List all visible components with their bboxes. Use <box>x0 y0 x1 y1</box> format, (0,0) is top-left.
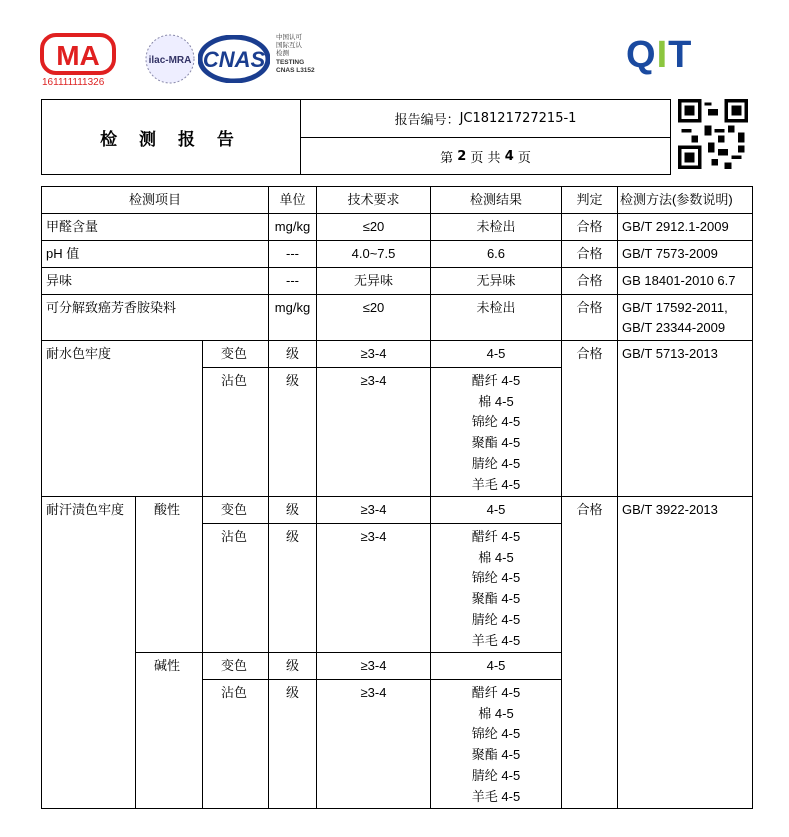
page-suffix: 页 <box>517 150 531 166</box>
page-prefix: 第 <box>440 150 454 166</box>
svg-text:ilac-MRA: ilac-MRA <box>148 55 192 66</box>
table-row <box>42 214 753 241</box>
cell-unit: --- <box>269 241 317 268</box>
stain-result: 醋纤 4-5 <box>471 529 521 544</box>
header-item: 检测项目 <box>42 187 269 214</box>
cell-requirement: 无异味 <box>317 268 431 295</box>
cell-subitem: 变色 <box>203 497 269 524</box>
stain-result: 腈纶 4-5 <box>471 455 521 471</box>
stain-result: 棉 4-5 <box>478 705 514 721</box>
stain-result: 羊毛 4-5 <box>471 476 521 492</box>
cell-subitem: 沾色 <box>203 524 269 653</box>
cell-stain-results <box>431 524 562 653</box>
cnas-line: 国际互认 <box>276 42 302 50</box>
cell-verdict: 合格 <box>562 268 618 295</box>
cell-item: 耐水色牢度 <box>42 341 203 497</box>
cell-unit: --- <box>269 268 317 295</box>
page-mid: 页 共 <box>470 150 501 166</box>
table-row <box>42 295 753 341</box>
stain-result: 棉 4-5 <box>478 393 514 409</box>
cell-unit: mg/kg <box>269 214 317 241</box>
cell-item: 耐汗渍色牢度 <box>42 497 136 809</box>
cell-stain-results <box>431 368 562 497</box>
results-table <box>41 186 753 809</box>
cell-unit: 级 <box>269 368 317 497</box>
svg-text:CNAS: CNAS <box>202 47 266 72</box>
cell-verdict: 合格 <box>562 241 618 268</box>
cell-method: GB/T 3922-2013 <box>618 497 753 809</box>
cell-verdict: 合格 <box>562 497 618 809</box>
report-number-label: 报告编号： <box>394 113 460 128</box>
table-row <box>42 268 753 295</box>
cell-verdict: 合格 <box>562 295 618 341</box>
cell-subitem: 沾色 <box>203 680 269 809</box>
cnas-line: CNAS L3152 <box>276 66 315 74</box>
cell-requirement: ≥3-4 <box>317 497 431 524</box>
cnas-line: 检测 <box>276 50 289 58</box>
cell-result: 4-5 <box>431 341 562 368</box>
table-row <box>42 497 753 524</box>
cell-requirement: ≥3-4 <box>317 368 431 497</box>
cell-result: 6.6 <box>431 241 562 268</box>
cell-stain-results <box>431 680 562 809</box>
cell-result: 4-5 <box>431 497 562 524</box>
cell-subitem: 变色 <box>203 653 269 680</box>
cell-requirement: ≥3-4 <box>317 341 431 368</box>
cell-method <box>618 295 753 341</box>
stain-result: 棉 4-5 <box>478 549 514 565</box>
cell-unit: 级 <box>269 341 317 368</box>
stain-result: 醋纤 4-5 <box>471 685 521 700</box>
cnas-logo <box>198 35 270 83</box>
stain-result: 腈纶 4-5 <box>471 611 521 627</box>
stain-result: 聚酯 4-5 <box>471 591 521 607</box>
cell-requirement: 4.0~7.5 <box>317 241 431 268</box>
cell-unit: 级 <box>269 653 317 680</box>
cell-result: 未检出 <box>431 295 562 341</box>
method-line: GB/T 17592-2011, <box>622 300 728 315</box>
cell-condition: 酸性 <box>136 497 203 653</box>
cell-requirement: ≥3-4 <box>317 524 431 653</box>
report-number <box>301 100 670 138</box>
cell-unit: 级 <box>269 524 317 653</box>
stain-result: 聚酯 4-5 <box>471 747 521 763</box>
page-number: 2 <box>457 148 467 164</box>
qr-code <box>678 99 748 169</box>
cell-requirement: ≥3-4 <box>317 680 431 809</box>
table-row <box>42 341 753 368</box>
method-line: GB/T 23344-2009 <box>622 320 726 335</box>
cnas-text <box>276 34 315 75</box>
header-verdict: 判定 <box>562 187 618 214</box>
cell-item: 甲醛含量 <box>42 214 269 241</box>
cell-result: 未检出 <box>431 214 562 241</box>
cell-method: GB/T 2912.1-2009 <box>618 214 753 241</box>
cell-result: 4-5 <box>431 653 562 680</box>
cnas-line: 中国认可 <box>276 34 302 41</box>
cell-method: GB/T 5713-2013 <box>618 341 753 497</box>
cell-unit: 级 <box>269 680 317 809</box>
stain-result: 羊毛 4-5 <box>471 788 521 804</box>
cell-requirement: ≤20 <box>317 214 431 241</box>
page-indicator <box>301 138 670 174</box>
header-unit: 单位 <box>269 187 317 214</box>
stain-result: 腈纶 4-5 <box>471 767 521 783</box>
cell-subitem: 沾色 <box>203 368 269 497</box>
stain-result: 聚酯 4-5 <box>471 435 521 451</box>
cell-verdict: 合格 <box>562 341 618 497</box>
cell-item: 可分解致癌芳香胺染料 <box>42 295 269 341</box>
cell-verdict: 合格 <box>562 214 618 241</box>
stain-result: 锦纶 4-5 <box>471 570 521 586</box>
report-number-value: JC18121727215-1 <box>459 111 577 126</box>
stain-result: 醋纤 4-5 <box>471 373 521 388</box>
table-row <box>42 241 753 268</box>
cell-subitem: 变色 <box>203 341 269 368</box>
cell-requirement: ≥3-4 <box>317 653 431 680</box>
cell-unit: mg/kg <box>269 295 317 341</box>
cell-condition: 碱性 <box>136 653 203 809</box>
cell-method: GB 18401-2010 6.7 <box>618 268 753 295</box>
stain-result: 锦纶 4-5 <box>471 414 521 430</box>
cell-item: 异味 <box>42 268 269 295</box>
cma-number: 161111111326 <box>42 77 105 88</box>
cell-unit: 级 <box>269 497 317 524</box>
cnas-line: TESTING <box>276 58 305 66</box>
header-result: 检测结果 <box>431 187 562 214</box>
page-total: 4 <box>504 148 514 164</box>
ilac-mra-logo <box>142 33 198 85</box>
cell-method: GB/T 7573-2009 <box>618 241 753 268</box>
stain-result: 锦纶 4-5 <box>471 726 521 742</box>
table-header-row <box>42 187 753 214</box>
cma-logo <box>40 33 116 75</box>
stain-result: 羊毛 4-5 <box>471 632 521 648</box>
header-requirement: 技术要求 <box>317 187 431 214</box>
cell-requirement: ≤20 <box>317 295 431 341</box>
report-header <box>41 99 671 175</box>
cell-item: pH 值 <box>42 241 269 268</box>
svg-text:MA: MA <box>56 40 100 71</box>
report-title: 检 测 报 告 <box>42 100 301 174</box>
cell-result: 无异味 <box>431 268 562 295</box>
header-method: 检测方法(参数说明) <box>618 187 753 214</box>
qit-logo: QIT <box>626 34 693 76</box>
